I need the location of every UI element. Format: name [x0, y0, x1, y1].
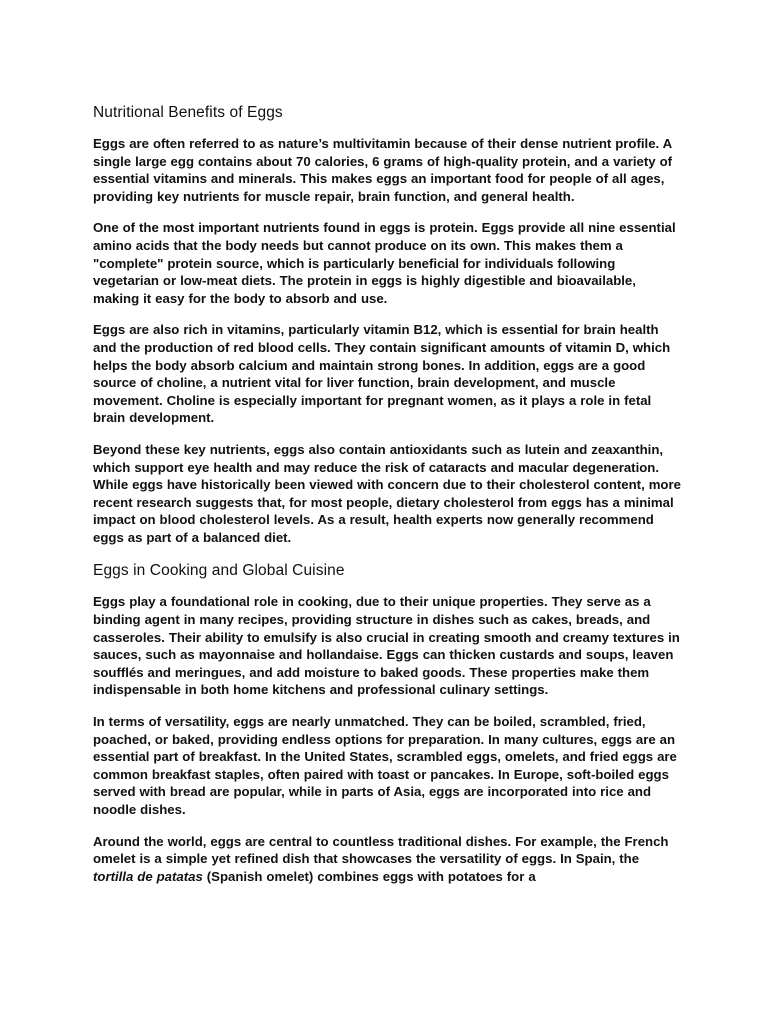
paragraph: In terms of versatility, eggs are nearly unmatched. They can be boiled, scrambled, fried, poached, or baked, providing endless options for preparation. In many cultures, eggs are an essential part of breakfast. In the United States, scrambled eggs, omelets, and fried eggs are common breakfast staples, often paired with toast or pancakes. In Europe, soft-boiled eggs served with bread are popular, while in parts of Asia, eggs are incorporated into rice and noodle dishes.: [93, 714, 677, 817]
paragraph: One of the most important nutrients found in eggs is protein. Eggs provide all nine essential amino acids that the body needs but cannot produce on its own. This makes them a "complete" protein source, which is particularly beneficial for individuals following vegetarian or low-meat diets. The protein in eggs is highly digestible and bioavailable, making it easy for the body to absorb and use.: [93, 220, 676, 306]
emphasized-dish-name: tortilla de patatas: [93, 868, 203, 884]
section-nutritional-benefits: [93, 102, 683, 546]
paragraph: Eggs are often referred to as nature’s multivitamin because of their dense nutrient profile. A single large egg contains about 70 calories, 6 grams of high-quality protein, and a variety of essential vitamins and minerals. This makes eggs an important food for people of all ages, providing key nutrients for muscle repair, brain function, and general health.: [93, 136, 673, 204]
paragraph: Eggs play a foundational role in cooking, due to their unique properties. They serve as a binding agent in many recipes, providing structure in dishes such as cakes, breads, and casseroles. Their ability to emulsify is also crucial in creating smooth and creamy textures in sauces, such as mayonnaise and hollandaise. Eggs can thicken custards and soups, leaven soufflés and meringues, and add moisture to baked goods. These properties make them indispensable in both home kitchens and professional culinary settings.: [93, 594, 680, 698]
paragraph-partial: [93, 833, 683, 886]
section-heading: Eggs in Cooking and Global Cuisine: [93, 562, 345, 580]
paragraph: Eggs are also rich in vitamins, particularly vitamin B12, which is essential for brain health and the production of red blood cells. They contain significant amounts of vitamin D, which helps the body absorb calcium and maintain strong bones. In addition, eggs are a good source of choline, a nutrient vital for liver function, brain development, and muscle movement. Choline is especially important for pregnant women, as it plays a role in fetal brain development.: [93, 322, 671, 426]
document-page: [93, 102, 683, 899]
section-eggs-in-cooking: [93, 560, 683, 885]
section-heading: Nutritional Benefits of Eggs: [93, 104, 283, 121]
paragraph: Beyond these key nutrients, eggs also contain antioxidants such as lutein and zeaxanthin, which support eye health and may reduce the risk of cataracts and macular degeneration. While eggs have historically been viewed with concern due to their cholesterol content, more recent research suggests that, for most people, dietary cholesterol from eggs has a minimal impact on blood cholesterol levels. As a result, health experts now generally recommend eggs as part of a balanced diet.: [93, 441, 681, 545]
paragraph-text: (Spanish omelet) combines eggs with potatoes for a: [202, 868, 536, 884]
paragraph-text: Around the world, eggs are central to countless traditional dishes. For example, the French omelet is a simple yet refined dish that showcases the versatility of eggs. In Spain, the: [93, 833, 669, 867]
